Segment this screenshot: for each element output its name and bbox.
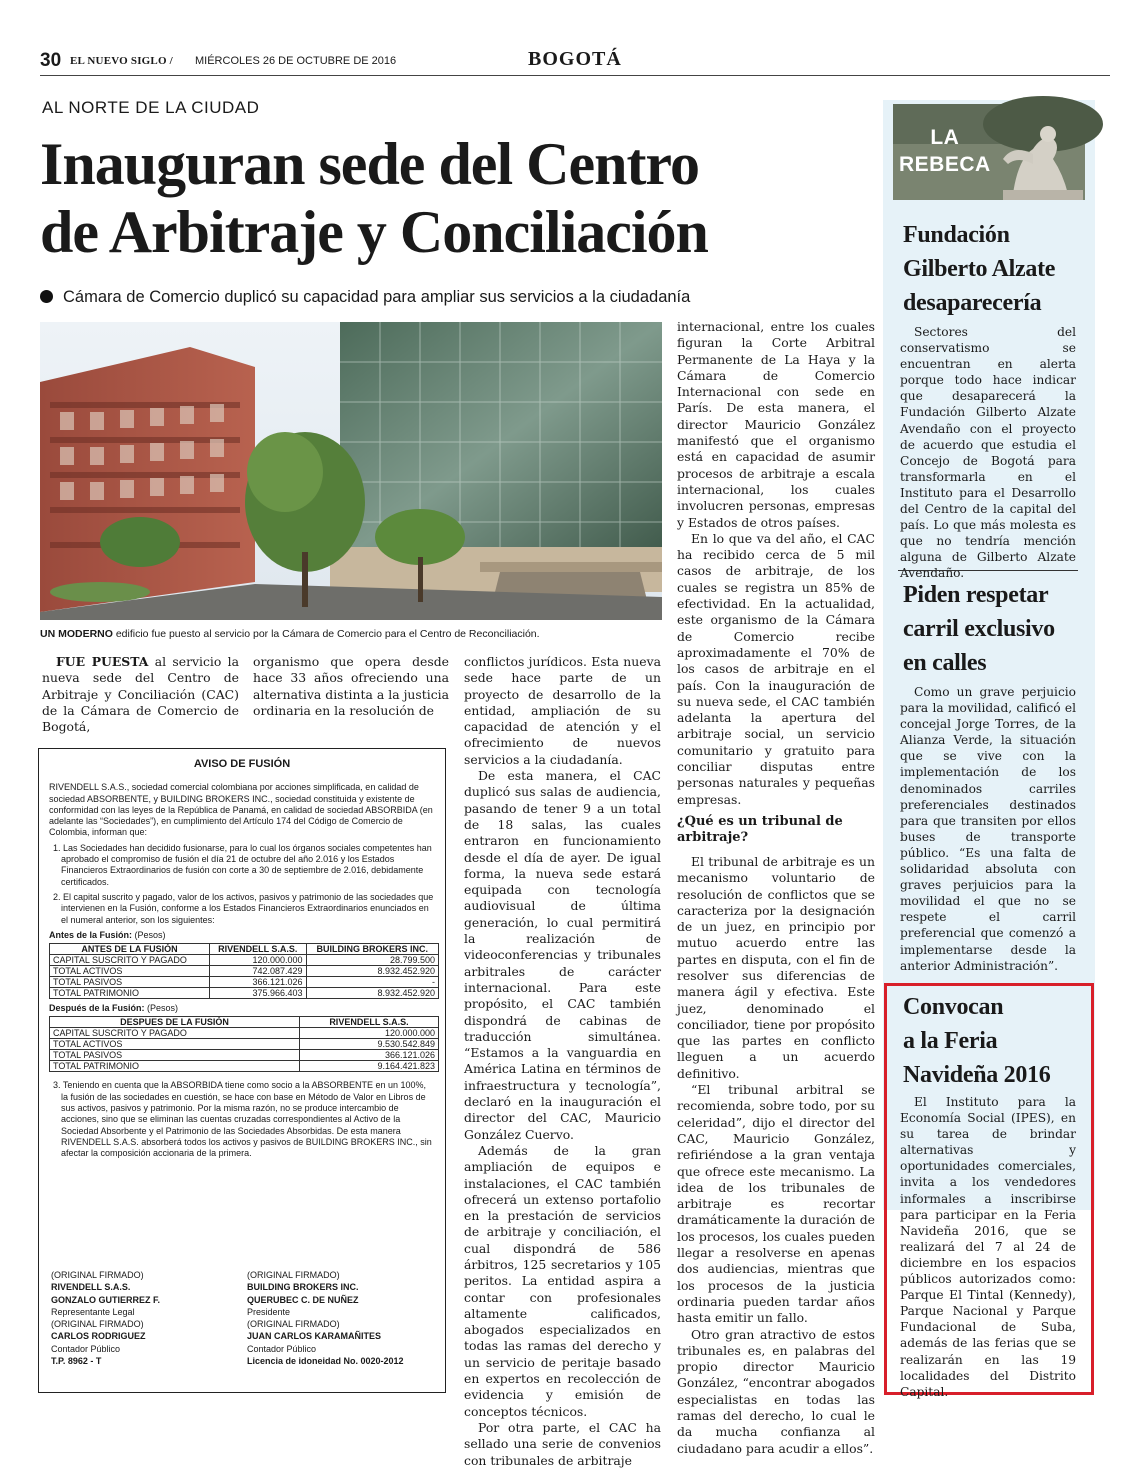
sidebar-story-2-title xyxy=(903,578,1093,680)
paragraph: De esta manera, el CAC duplicó sus salas de audiencia, pasando de tener 9 a un total de 18 salas, las cuales entraron en funcionamiento desde el día de ayer. De igual forma, la nueva sede estará equipada con tecnología audiovisual de última generación, lo cual permitirá la realización de videoconferencias y tribunales arbitrales de carácter internacional. Para este propósito, el CAC también dispondrá de cabinas de traducción simultánea. “Estamos a la vanguardia en América Latina en términos de infraestructura y tecnología”, declaró en la inauguración el director del CAC, Mauricio González Cuervo. xyxy=(464,768,661,1142)
paragraph: Por otra parte, el CAC ha sellado una serie de convenios con tribunales de arbitraje xyxy=(464,1419,661,1468)
table-cell: CAPITAL SUSCRITO Y PAGADO xyxy=(50,1028,300,1039)
sig-line: Presidente xyxy=(247,1306,291,1317)
table-cell: TOTAL PASIVOS xyxy=(50,977,210,988)
title-line: Navideña 2016 xyxy=(903,1062,1051,1088)
sig-line: Contador Público xyxy=(247,1343,317,1354)
sidebar-story-1-title xyxy=(903,218,1093,320)
section-name: BOGOTÁ xyxy=(528,48,622,70)
table-cell: TOTAL ACTIVOS xyxy=(50,1039,300,1050)
article-column-3 xyxy=(464,654,661,1469)
caption-text: edificio fue puesto al servicio por la Cámara de Comercio para el Centro de Reconciliación. xyxy=(112,628,540,640)
bullet-icon xyxy=(40,290,53,303)
page-number: 30 xyxy=(40,50,62,71)
sidebar-story-3-body: El Instituto para la Economía Social (IPES), en su tarea de brindar alternativas y oportunidades comerciales, invita a los vendedores informales a inscribirse para participar en la Feria Navideña 2016, que se realizará del 7 al 24 de diciembre en los espacios públicos autorizados como: Parque El Tintal (Kennedy), Parque Nacional y Parque Fundacional de Suba, además de las ferias que se realizarán en las 19 localidades del Distrito Capital. xyxy=(900,1095,1076,1399)
table-header: BUILDING BROKERS INC. xyxy=(306,944,438,955)
table-cell: 742.087.429 xyxy=(210,966,307,977)
title-line: a la Feria xyxy=(903,1028,998,1054)
table-cell: 8.932.452.920 xyxy=(306,988,438,999)
paragraph: En lo que va del año, el CAC ha recibido cerca de 5 mil casos de arbitraje, de los cuales se registra un 85% de efectividad. En la actualidad, este organismo de la Cámara de Comercio recibe aproximadamente el 70% de los casos de arbitraje en el país. Con la inauguración de su nueva sede, el CAC también adelanta la apertura del arbitraje social, un servicio comunitario y gratuito para conciliar disputas entre personas naturales y pequeñas empresas. xyxy=(677,530,875,807)
table-cell: 28.799.500 xyxy=(306,955,438,966)
logo-line-2: REBECA xyxy=(899,153,991,176)
article-column-1 xyxy=(42,654,239,735)
sig-line: CARLOS RODRIGUEZ xyxy=(51,1331,146,1342)
sig-line: (ORIGINAL FIRMADO) xyxy=(247,1270,340,1280)
paragraph: El tribunal de arbitraje es un mecanismo voluntario de resolución de conflictos que se caracteriza por la designación de un juez, en principio por mutuo acuerdo entre las partes en disputa, con el fin de resolver sus diferencias de manera ágil y efectiva. Este juez, denominado el conciliador, tiene por propósito que las partes en conflicto lleguen a un acuerdo definitivo. xyxy=(677,853,875,1081)
headline-line-2: de Arbitraje y Conciliación xyxy=(40,199,708,265)
issue-date: MIÉRCOLES 26 DE OCTUBRE DE 2016 xyxy=(195,55,397,67)
logo-text xyxy=(899,124,991,178)
signature-right xyxy=(247,1269,404,1367)
title-line: Fundación xyxy=(903,222,1010,248)
lead-word: FUE PUESTA xyxy=(56,654,149,669)
table-header: RIVENDELL S.A.S. xyxy=(300,1017,439,1028)
article-subhead xyxy=(40,288,690,307)
table-cell: 9.164.421.823 xyxy=(300,1061,439,1072)
photo-caption xyxy=(40,628,665,640)
article-kicker: AL NORTE DE LA CIUDAD xyxy=(42,98,260,117)
table-cell: TOTAL PASIVOS xyxy=(50,1050,300,1061)
table-row xyxy=(50,1039,439,1050)
sidebar-story-1-body: Sectores del conservatismo se encuentran en alerta porque todo hace indicar que desaparecerá la Fundación Gilberto Alzate Avendaño con el proyecto de acuerdo que estudia el Concejo de Bogotá para transformarla en el Instituto para el Desarrollo del Centro de la capital del país. Lo que más molesta es que no tendría mención alguna de Gilberto Alzate Avendaño. xyxy=(900,325,1076,581)
sig-line: (ORIGINAL FIRMADO) xyxy=(51,1319,144,1330)
table-row xyxy=(50,966,439,977)
paragraph: al servicio la nueva sede del Centro de Arbitraje y Conciliación (CAC) de la Cámara de Comercio de Bogotá, xyxy=(42,654,239,735)
title-line: carril exclusivo xyxy=(903,616,1055,642)
sig-line: (ORIGINAL FIRMADO) xyxy=(247,1319,340,1330)
sig-line: GONZALO GUTIERREZ F. xyxy=(51,1294,160,1305)
sig-line: QUERUBEC C. DE NUÑEZ xyxy=(247,1294,359,1305)
table-header: ANTES DE LA FUSIÓN xyxy=(50,944,210,955)
table-cell: TOTAL PATRIMONIO xyxy=(50,1061,300,1072)
merger-notice xyxy=(38,748,446,1393)
table-cell: TOTAL ACTIVOS xyxy=(50,966,210,977)
table-row xyxy=(50,1050,439,1061)
paper-name: EL NUEVO SIGLO / xyxy=(70,55,173,67)
subhead-text: Cámara de Comercio duplicó su capacidad para ampliar sus servicios a la ciudadanía xyxy=(63,288,691,306)
article-column-2 xyxy=(253,654,449,719)
sidebar-story-2-body: Como un grave perjuicio para la movilidad, calificó el concejal Jorge Torres, de la Alianza Verde, la situación que se vive con la implementación de los denominados carriles preferenciales destinados para que transiten por ellos buses de transporte público. “Es una falta de solidaridad absoluta con graves perjuicios para la movilidad el que no se respete el carril preferencial que comenzó a implementarse desde la anterior Administración”. xyxy=(900,685,1076,973)
notice-point-1: 1. Las Sociedades han decidido fusionarse, para lo cual los órganos sociales competentes han aprobado el compromiso de fusión el día 21 de octubre del año 2.016 y los Estados Financieros Extraordinarios de fusión con corte a 30 de septiembre de 2.016, debidamente certificados. xyxy=(53,842,432,887)
title-line: en calles xyxy=(903,650,987,676)
notice-point-3: 3. Teniendo en cuenta que la ABSORBIDA tiene como socio a la ABSORBENTE en un 100%, la fusión de las sociedades en cuestión, se hace con base en Método de Valor en Libros de sus activos, pasivos y patrimonio. Por la misma razón, no se produce intercambio de acciones, sino que se eliminan las cuentas cruzadas correspondientes al Activo de la Sociedad Absorbente y el Patrimonio de las Sociedades Absorbidas. De esta manera RIVENDELL S.A.S. absorberá todos los activos y pasivos de BUILDING BROKERS INC., sin afectar la composición accionaria de la primera. xyxy=(53,1080,432,1159)
table-header-row xyxy=(50,1017,439,1028)
table-row xyxy=(50,1028,439,1039)
paragraph: internacional, entre los cuales figuran la Corte Arbitral Permanente de La Haya y la Cámara de Comercio Internacional con sede en París. De esta manera, el director Mauricio González manifestó que el organismo está en capacidad de asumir procesos de arbitraje a escala internacional, los cuales involucren personas, empresas y Estados de otros países. xyxy=(677,319,875,530)
after-label xyxy=(49,1003,435,1014)
table-cell: 366.121.026 xyxy=(300,1050,439,1061)
table-cell: 8.932.452.920 xyxy=(306,966,438,977)
sidebar-story-3-title xyxy=(903,990,1088,1092)
table-cell: CAPITAL SUSCRITO Y PAGADO xyxy=(50,955,210,966)
sig-line: JUAN CARLOS KARAMAÑITES xyxy=(247,1331,382,1342)
masthead xyxy=(40,48,1110,76)
signature-left xyxy=(51,1269,160,1367)
after-unit: (Pesos) xyxy=(144,1003,179,1014)
title-line: Piden respetar xyxy=(903,582,1049,608)
table-cell: 9.530.542.849 xyxy=(300,1039,439,1050)
headline-line-1: Inauguran sede del Centro xyxy=(40,131,699,197)
title-line: Convocan xyxy=(903,994,1004,1020)
table-cell: - xyxy=(306,977,438,988)
paragraph: Además de la gran ampliación de equipos e instalaciones, el CAC también ofrecerá un extenso portafolio en la prestación de servicios de arbitraje y conciliación, el cual dispondrá de 586 árbitros, 125 secretarios y 105 peritos. La entidad aspira a contar con profesionales altamente calificados, abogados especializados en todas las ramas del derecho y un servicio de peritaje basado en expertos en recolección de evidencia y emisión de conceptos técnicos. xyxy=(464,1142,661,1419)
table-cell: 366.121.026 xyxy=(210,977,307,988)
paragraph: “El tribunal arbitral se recomienda, sobre todo, por su celeridad”, dijo el director del CAC, Mauricio González, refiriéndose a la gran ventaja que ofrece este mecanismo. La idea de los tribunales de arbitraje es recortar dramáticamente la duración de los procesos, los cuales pueden llegar a resolverse en apenas dos audiencias, mientras que los procesos de la justicia ordinaria pueden tardar años hasta emitir un fallo. xyxy=(677,1082,875,1326)
before-label-text: Antes de la Fusión: xyxy=(49,929,133,940)
notice-title: AVISO DE FUSIÓN xyxy=(193,758,291,770)
sidebar-divider xyxy=(898,570,1078,571)
table-header: RIVENDELL S.A.S. xyxy=(210,944,307,955)
article-column-4 xyxy=(677,319,875,1457)
after-label-text: Después de la Fusión: xyxy=(49,1003,145,1014)
paragraph: organismo que opera desde hace 33 años ofreciendo una alternativa distinta a la justicia ordinaria en la resolución de xyxy=(253,654,449,718)
before-label xyxy=(49,930,435,941)
notice-point-2: 2. El capital suscrito y pagado, valor de los activos, pasivos y patrimonio de las sociedades que intervienen en la Fusión, conforme a los Estados Financieros Extraordinarios enunciados en el numeral anterior, son los siguientes: xyxy=(53,891,434,925)
paragraph: Otro gran atractivo de estos tribunales es, en palabras del propio director Mauricio González, “encontrar abogados especialistas en todas las ramas del derecho, lo cual le da mucha confianza al ciudadano para acudir a ellos”. xyxy=(677,1326,875,1456)
table-cell: 120.000.000 xyxy=(300,1028,439,1039)
building-photo xyxy=(40,322,662,620)
title-line: Gilberto Alzate xyxy=(903,256,1056,282)
sig-line: T.P. 8962 - T xyxy=(51,1356,102,1367)
section-subheading: ¿Qué es un tribunal de arbitraje? xyxy=(677,813,843,845)
article-headline xyxy=(40,130,830,266)
notice-intro: RIVENDELL S.A.S., sociedad comercial colombiana por acciones simplificada, en calidad de sociedad ABSORBENTE, y BUILDING BROKERS INC., sociedad constituida y existente de conformidad con las leyes de la República de Panamá, en calidad de sociedad ABSORBIDA (en adelante las “Sociedades”), en cumplimiento del Artículo 174 del Código de Comercio de Colombia, informan que: xyxy=(49,782,433,838)
caption-lead: UN MODERNO xyxy=(40,628,113,640)
sig-line: BUILDING BROKERS INC. xyxy=(247,1282,359,1293)
sig-line: Licencia de idoneidad No. 0020-2012 xyxy=(247,1356,404,1367)
la-rebeca-logo xyxy=(893,104,1085,200)
table-cell: 120.000.000 xyxy=(210,955,307,966)
table-row xyxy=(50,955,439,966)
paragraph: conflictos jurídicos. Esta nueva sede hace parte de un proyecto de desarrollo de la entidad, ampliación de su capacidad de atención y el ofrecimiento de nuevos servicios a la ciudadanía. xyxy=(464,654,661,767)
table-cell: TOTAL PATRIMONIO xyxy=(50,988,210,999)
table-row xyxy=(50,988,439,999)
after-fusion-table xyxy=(49,1016,439,1072)
sig-line: Representante Legal xyxy=(51,1306,135,1317)
before-fusion-table xyxy=(49,943,439,999)
table-row xyxy=(50,1061,439,1072)
logo-line-1: LA xyxy=(930,126,960,149)
sig-line: (ORIGINAL FIRMADO) xyxy=(51,1270,144,1280)
table-cell: 375.966.403 xyxy=(210,988,307,999)
table-row xyxy=(50,977,439,988)
title-line: desaparecería xyxy=(903,290,1042,316)
table-header: DESPUES DE LA FUSIÓN xyxy=(50,1017,300,1028)
sig-line: Contador Público xyxy=(51,1343,121,1354)
sig-line: RIVENDELL S.A.S. xyxy=(51,1282,131,1293)
table-header-row xyxy=(50,944,439,955)
before-unit: (Pesos) xyxy=(132,929,166,940)
